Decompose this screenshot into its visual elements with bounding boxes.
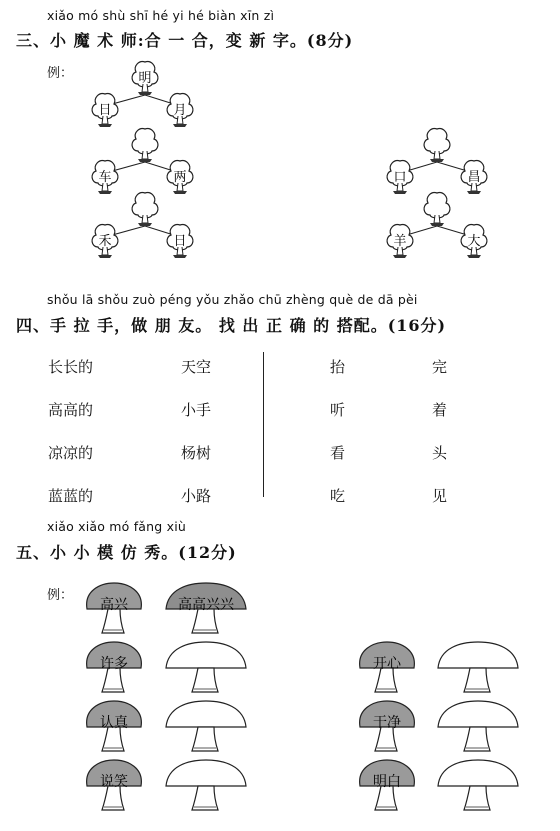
section3-tree-diagrams	[0, 0, 560, 300]
word-item: 蓝蓝的	[48, 487, 94, 505]
word-item: 天空	[181, 358, 212, 376]
mushroom-right-small-1: 开心	[373, 656, 401, 672]
tree-1-right: 月	[173, 103, 187, 118]
tree-group-2	[92, 129, 193, 194]
word-item: 见	[432, 487, 448, 505]
left-col1	[48, 356, 93, 528]
tree-2-right: 两	[173, 170, 187, 185]
word-item: 听	[330, 401, 346, 419]
tree-5-left: 羊	[393, 234, 407, 249]
section3-pinyin: xiǎo mó shù shī hé yi hé biàn xīn zì	[47, 8, 275, 23]
mushroom-small-2: 许多	[100, 656, 128, 672]
tree-4-right: 昌	[467, 170, 481, 185]
mushroom-diagrams	[0, 560, 560, 831]
tree-group-5	[387, 193, 487, 258]
word-item: 头	[432, 444, 448, 462]
tree-1-top: 明	[138, 71, 152, 86]
tree-3-left: 禾	[98, 234, 112, 249]
mushroom-small-3: 认真	[100, 715, 128, 731]
word-item: 着	[432, 401, 448, 419]
word-item: 看	[330, 444, 346, 462]
section4-pinyin: shǒu lā shǒu zuò péng yǒu zhǎo chū zhèng què de dā pèi	[47, 292, 418, 307]
section3-example-label: 例：	[47, 66, 74, 81]
mushroom-small-1: 高兴	[100, 597, 128, 613]
mushroom-right-small-3: 明白	[373, 774, 401, 790]
tree-group-1	[92, 62, 193, 127]
mushroom-row-1	[87, 583, 246, 633]
section3-title: 三、小 魔 术 师:合 一 合，变 新 字。(8分)	[16, 31, 354, 50]
left-col2	[181, 356, 211, 528]
mushroom-row-4	[87, 760, 246, 810]
right-col2	[432, 356, 447, 528]
mushroom-row-2	[87, 642, 246, 692]
tree-1-left: 日	[98, 103, 112, 118]
tree-group-4	[387, 129, 487, 194]
mushroom-right-2	[360, 701, 518, 751]
mushroom-row-3	[87, 701, 246, 751]
word-item: 小路	[181, 487, 212, 505]
tree-group-3	[92, 193, 193, 258]
mushroom-small-4: 说笑	[100, 774, 128, 790]
tree-2-left: 车	[98, 170, 112, 185]
word-item: 完	[432, 358, 448, 376]
tree-5-right: 大	[467, 234, 481, 249]
section5-example-label: 例：	[47, 588, 74, 603]
word-item: 凉凉的	[48, 444, 94, 462]
mushroom-right-small-2: 干净	[373, 715, 401, 731]
tree-4-left: 口	[393, 170, 407, 185]
mushroom-right-3	[360, 760, 518, 810]
word-item: 杨树	[181, 444, 212, 462]
section5-title: 五、小 小 模 仿 秀。(12分)	[16, 543, 237, 562]
word-item: 小手	[181, 401, 212, 419]
mushroom-big-1: 高高兴兴	[178, 597, 234, 613]
right-col1	[330, 356, 345, 528]
column-divider	[263, 352, 264, 497]
word-item: 吃	[330, 487, 346, 505]
section4-title: 四、手 拉 手，做 朋 友。 找 出 正 确 的 搭配。(16分)	[16, 316, 447, 335]
word-item: 抬	[330, 358, 346, 376]
tree-3-right: 日	[173, 234, 187, 249]
mushroom-right-1	[360, 642, 518, 692]
word-item: 高高的	[48, 401, 94, 419]
word-item: 长长的	[48, 358, 94, 376]
section5-pinyin: xiǎo xiǎo mó fǎng xiù	[47, 519, 186, 534]
